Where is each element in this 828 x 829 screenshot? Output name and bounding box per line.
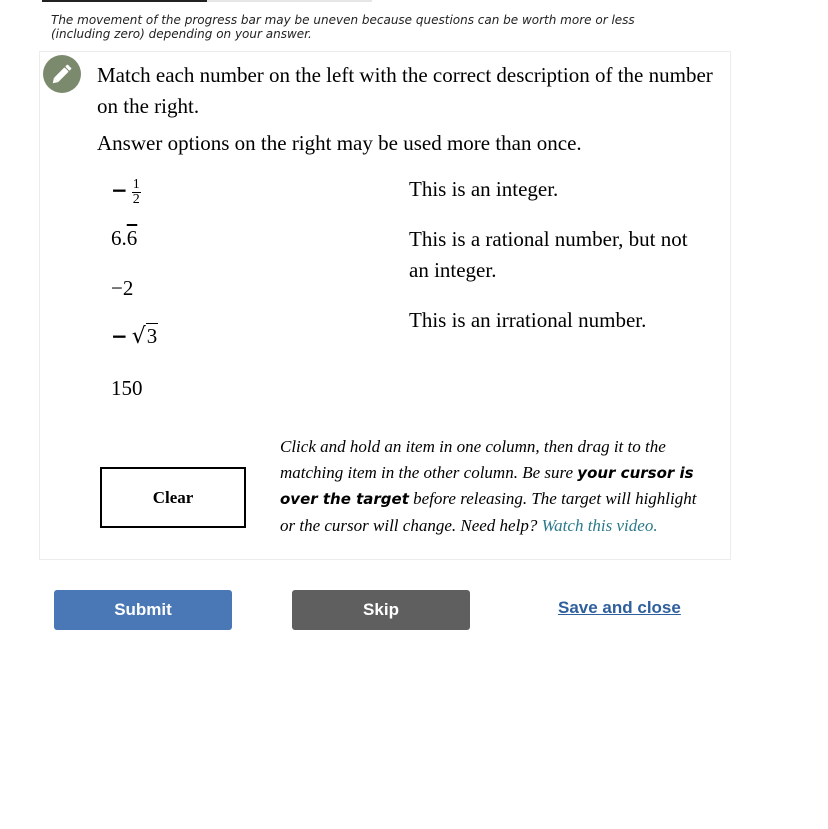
decimal-whole: 6. [111, 226, 127, 250]
clear-button[interactable]: Clear [100, 467, 246, 528]
instructions-part1: Click and hold an item in one column, then drag it to the matching item in the other column. Be sure [280, 437, 666, 482]
progress-bar [42, 0, 372, 2]
decimal-repeating-digit: 6 [126, 226, 138, 250]
left-item-150[interactable] [111, 374, 143, 402]
right-item-irrational[interactable]: This is an irrational number. [409, 308, 647, 332]
progress-notice-line1: The movement of the progress bar may be uneven because questions can be worth more or less [51, 13, 635, 27]
skip-button[interactable]: Skip [292, 590, 470, 630]
pencil-icon [43, 55, 81, 93]
fraction-denominator: 2 [132, 191, 140, 207]
radicand: 3 [146, 324, 158, 348]
minus-sign: − [111, 178, 128, 202]
left-item-text: 150 [111, 376, 143, 400]
fraction [132, 178, 141, 207]
watch-video-link[interactable]: Watch this video. [541, 515, 658, 535]
left-item-negative-two[interactable] [111, 274, 133, 302]
progress-notice-line2: (including zero) depending on your answer. [51, 27, 312, 41]
question-note: Answer options on the right may be used more than once. [97, 131, 582, 155]
submit-button[interactable]: Submit [54, 590, 232, 630]
square-root-icon: √ [131, 324, 146, 349]
right-item-rational-not-integer[interactable]: This is a rational number, but not an integer. [409, 227, 688, 282]
progress-bar-fill [42, 0, 207, 2]
save-and-close-link[interactable]: Save and close [558, 598, 681, 617]
instructions-part2: before releasing. The target will highlight or the cursor will change. Need help? [280, 489, 697, 535]
left-item-negative-one-half[interactable] [111, 176, 141, 207]
instructions-emphasis: your cursor is over the target [280, 463, 694, 508]
minus-sign: − [111, 324, 128, 348]
left-item-repeating-decimal[interactable] [111, 224, 137, 252]
progress-notice [51, 13, 651, 41]
left-item-negative-root-three[interactable] [111, 322, 158, 351]
drag-instructions [280, 434, 710, 538]
fraction-numerator: 1 [132, 176, 140, 192]
right-item-integer[interactable]: This is an integer. [409, 177, 559, 201]
left-item-text: −2 [111, 276, 134, 300]
question-prompt: Match each number on the left with the correct description of the number on the right. [97, 63, 713, 118]
